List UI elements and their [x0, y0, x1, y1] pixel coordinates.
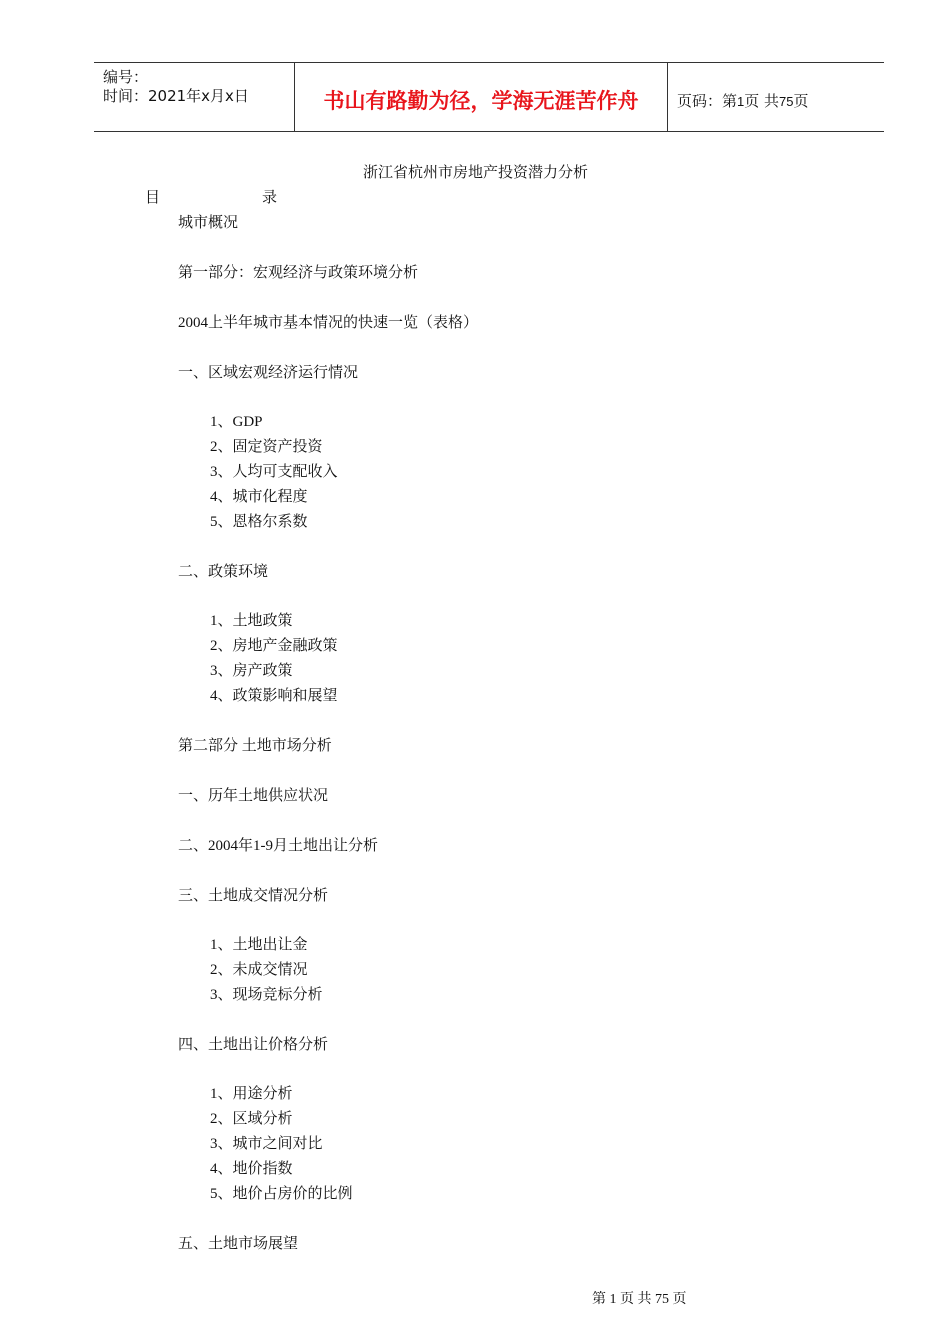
toc-subsection: 1、土地政策	[210, 613, 293, 629]
toc-subsection: 1、GDP	[210, 414, 263, 430]
toc-subsection: 3、房产政策	[210, 663, 293, 679]
toc-section: 第二部分 土地市场分析	[178, 738, 332, 754]
header-meta-cell	[94, 63, 294, 131]
toc-section: 2004上半年城市基本情况的快速一览（表格）	[178, 315, 479, 331]
toc-subsection: 1、土地出让金	[210, 937, 308, 953]
footer-suffix: 页	[672, 1292, 687, 1307]
page-footer	[592, 1288, 687, 1308]
toc-subsection: 4、城市化程度	[210, 489, 308, 505]
toc-section: 五、土地市场展望	[178, 1236, 299, 1252]
header-page-info	[677, 90, 809, 111]
page-total: 75	[779, 94, 794, 109]
toc-section: 一、历年土地供应状况	[178, 788, 329, 804]
header-page-cell	[667, 63, 884, 131]
page-suffix: 页	[793, 92, 809, 110]
toc-subsection: 4、政策影响和展望	[210, 688, 338, 704]
toc-subsection: 3、城市之间对比	[210, 1136, 323, 1152]
toc-subsection: 4、地价指数	[210, 1161, 293, 1177]
time-label: 时间：2021年x月x日	[103, 87, 249, 105]
toc-heading-left: 目	[145, 190, 161, 206]
toc-section: 二、2004年1-9月土地出让分析	[178, 838, 378, 854]
toc-section: 第一部分：宏观经济与政策环境分析	[178, 265, 419, 281]
document-title: 浙江省杭州市房地产投资潜力分析	[363, 165, 589, 181]
toc-subsection: 5、恩格尔系数	[210, 514, 308, 530]
slogan: 书山有路勤为径，学海无涯苦作舟	[323, 89, 639, 113]
toc-subsection: 2、未成交情况	[210, 962, 308, 978]
toc-section: 三、土地成交情况分析	[178, 888, 329, 904]
page-current: 1	[737, 94, 745, 109]
footer-current: 1	[609, 1292, 617, 1307]
toc-section: 二、政策环境	[178, 564, 269, 580]
page-mid: 页 共	[744, 92, 780, 110]
toc-subsection: 5、地价占房价的比例	[210, 1186, 353, 1202]
footer-total: 75	[655, 1292, 669, 1307]
toc-subsection: 3、人均可支配收入	[210, 464, 338, 480]
page-header	[94, 62, 884, 132]
toc-subsection: 3、现场竞标分析	[210, 987, 323, 1003]
toc-section: 一、区域宏观经济运行情况	[178, 365, 359, 381]
toc-section: 四、土地出让价格分析	[178, 1037, 329, 1053]
serial-label: 编号：	[103, 68, 149, 86]
footer-mid: 页 共	[620, 1292, 652, 1307]
header-slogan-cell	[294, 63, 668, 131]
toc-section: 城市概况	[178, 215, 239, 231]
toc-subsection: 2、区域分析	[210, 1111, 293, 1127]
toc-subsection: 2、固定资产投资	[210, 439, 323, 455]
toc-subsection: 1、用途分析	[210, 1086, 293, 1102]
toc-subsection: 2、房地产金融政策	[210, 638, 338, 654]
footer-prefix: 第	[592, 1292, 606, 1307]
toc-heading-right: 录	[262, 190, 278, 206]
page-prefix: 页码：第	[677, 92, 738, 110]
